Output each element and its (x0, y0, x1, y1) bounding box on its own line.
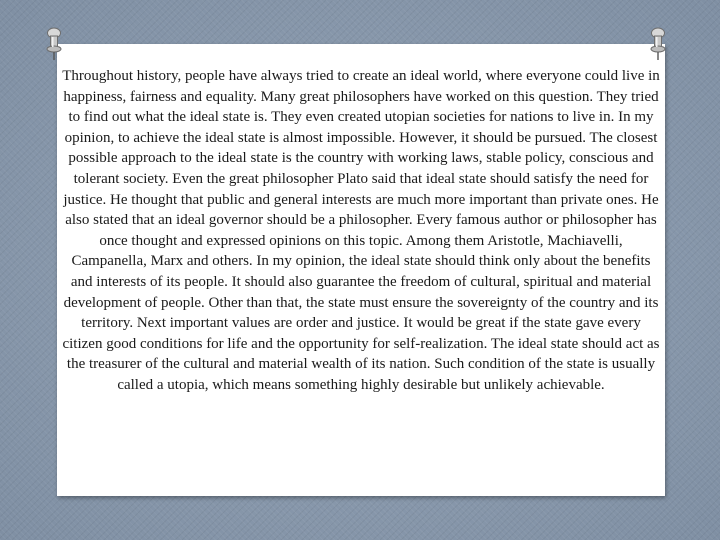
essay-text: Throughout history, people have always tried to create an ideal world, where everyone could live in happiness, fairness and equality. Many great philosophers have worked on this question. They tried to find out what the ideal state is. They even created utopian societies for nations to live in. In my opinion, to achieve the ideal state is almost impossible. However, it should be pursued. The closest possible approach to the ideal state is the country with working laws, stable policy, conscious and tolerant society. Even the great philosopher Plato said that ideal state should satisfy the need for justice. He thought that public and general interests are much more important than private ones. He also stated that an ideal governor should be a philosopher. Every famous author or philosopher has once thought and expressed opinions on this topic. Among them Aristotle, Machiavelli, Campanella, Marx and others. In my opinion, the ideal state should think only about the benefits and interests of its people. It should also guarantee the freedom of cultural, spiritual and material development of people. Other than that, the state must ensure the sovereignty of the country and its territory. Next important values are order and justice. It would be great if the state gave every citizen good conditions for life and the opportunity for self-realization. The ideal state should act as the treasurer of the cultural and material wealth of its nation. Such condition of the state is usually called a utopia, which means something highly desirable but unlikely achievable. (62, 68, 660, 393)
pushpin-icon (46, 27, 62, 61)
pushpin-icon (650, 27, 666, 61)
